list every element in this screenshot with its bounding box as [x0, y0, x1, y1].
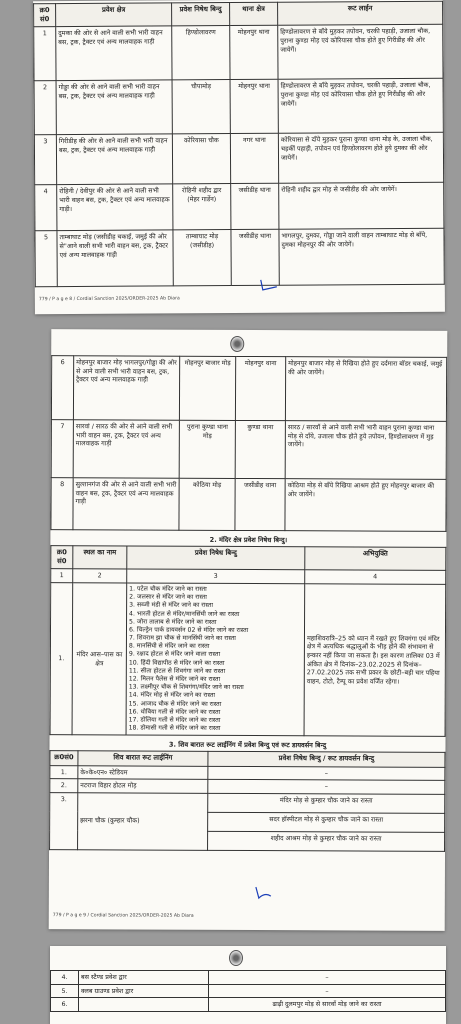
document-page-1	[33, 0, 445, 314]
cell-sn: 1.	[50, 765, 78, 779]
cell-sn: 6	[51, 356, 73, 420]
cell-route: बस स्टैण्ड प्रवेश द्वार	[79, 971, 209, 985]
cell-sn: 6.	[51, 998, 79, 1012]
cell-entry-area: गिरीडीह की ओर से आने वाली सभी भारी वाहन बस, ट्रक, ट्रैक्टर एवं अन्य मालवाहक गाड़ी	[56, 134, 172, 185]
cell-diversion-point: सदर हॉस्पीटल मोड़ से कुम्हार चौक जाने का रास्ता	[208, 812, 445, 832]
cell-route-line: भागलपुर, दुमका, गोड्डा जाने वाली वाहन ताम्बाघाट मोड़ से बाँये, दुमका मोहनपुर की ओर जायेगें।	[279, 229, 444, 286]
cell-restricted-point: हिण्डोलावरण	[172, 26, 230, 80]
table-header-row	[51, 546, 446, 571]
cell-route-line: कोरियासा से दाँये मुड़कर पुराना कुण्डा थाना मोड़ के, उजाला चौक, चड़कीं पहाड़ी, तपोवन एवं हिण्डोलावरण होते हुये दुमका की ओर जायेगें।	[278, 133, 443, 184]
cell-route: झरना चौक (कुम्हार चौक)	[78, 793, 208, 851]
cell-route-line: हिण्डोलावरण से बाँये मुड़कर तपोवन, चरकी पहाड़ी, उजाला चौक, पुराना कुण्डा मोड़ एवं कोरियासा चौक होते हुए गिरीडीह की ओर जायेगें।	[278, 25, 443, 80]
cell-diversion-point: शहीद आश्रम मोड़ से कुम्हार चौक जाने का रास्ता	[208, 831, 445, 851]
cell-route-line: हिण्डोलावरण से बाँये मुड़कर तपोवन, चरकी पहाड़ी, उजाला चौक, पुराना कुण्डा मोड़ एवं कोरियासा चौक होते हुए गिरीडीह की ओर जायेगें।	[278, 79, 443, 134]
cell-col-number: 2	[73, 569, 127, 583]
table-header-row	[34, 1, 443, 27]
cell-entry-area: सारवां / सारठ की ओर से आने वाली सभी भारी वाहन बस, ट्रक, ट्रैक्टर एवं अन्य मालवाहक गाड़ी	[73, 420, 179, 478]
section-2-title: 2. मंदिर क्षेत्र प्रवेश निषेध बिन्दु।	[209, 535, 288, 545]
col-header-sn: क्र0 सं0	[34, 4, 56, 27]
cell-col-number: 3	[127, 569, 305, 583]
cell-police-station: जसीडीह थाना	[231, 184, 279, 230]
table-row	[50, 583, 446, 737]
cell-place-name: मंदिर आस–पास का क्षेत्र	[72, 583, 127, 736]
document-page-2	[49, 329, 448, 931]
restricted-point-item: 12. मिलन पैलेस से मंदिर जाने का रास्ता	[128, 675, 221, 683]
cell-diversion-point: ढाढ़ी दुलमपुर मोड़ से सारवाँ मोड़ जाने का रास्ता	[209, 998, 446, 1012]
restricted-point-item: 7. शिवराम झा चौक से मानसिंघी जाने का रास्ता	[128, 634, 236, 643]
cell-entry-area: दुमका की ओर से आने वाली सभी भारी वाहन बस, ट्रक, ट्रैक्टर एवं अन्य मालवाहक गाड़ी	[56, 26, 172, 81]
cell-police-station: नगर थाना	[230, 134, 278, 184]
cell-police-station: कुण्डा थाना	[235, 420, 285, 478]
cell-sn: 3	[34, 135, 56, 185]
table-row	[51, 998, 446, 1012]
cell-sn: 5.	[51, 984, 79, 998]
route-diversion-table-1	[33, 1, 445, 288]
restricted-point-item: 16. धोबिया गली से मंदिर जाने का रास्ता	[128, 708, 221, 716]
cell-col-number: 4	[305, 570, 446, 584]
restricted-point-item: 17. डोलिया गली से मंदिर जाने का रास्ता	[128, 716, 221, 724]
cell-restricted-point: कोरियासा चौक	[172, 134, 230, 184]
cell-route: के०के०एन० स्टेडियम	[78, 765, 208, 779]
table-row	[34, 79, 443, 135]
table-row	[51, 478, 446, 532]
restricted-point-item: 2. जलसार से मंदिर जाने का रास्ता	[129, 593, 207, 601]
cell-entry-area: रोहिनी / देवीपुर की ओर से आने वाली सभी भारी वाहन बस, ट्रक, ट्रैक्टर एवं अन्य मालवाहक गाड़ी।	[57, 184, 173, 231]
shiv-barat-route-table	[49, 750, 445, 851]
cell-sn: 4.	[51, 971, 79, 985]
col-header-restricted-points: प्रवेश निषेध बिन्दु	[127, 546, 305, 570]
cell-restricted-point: ताम्बाघाट मोड़ (जसीडीह)	[173, 230, 231, 286]
page-footer: 779 / P a g e 9 / Cordial Sanction 2025/ORDER-2025 Ab Diara	[52, 913, 194, 919]
signature-mark	[253, 886, 273, 900]
cell-remark: महाशिवरात्रि–25 को ध्यान में रखते हुए शिवगंगा एवं मंदिर क्षेत्र में अत्यधिक श्रद्धालुओं के भीड़ होने की संभावना से इन्कार नहीं किया जा सकता है। इस कारण तालिका 03 में अंकित क्षेत्र में दिनांक–23.02.2025 से दिनांक–27.02.2025 तक सभी प्रकार के छोटी–बड़ी चार पहिया वाहन, टोटो, टैम्पू का प्रवेश वर्जित रहेगा।	[304, 584, 446, 737]
cell-sn: 4	[35, 185, 57, 231]
col-header-diversion-points: प्रवेश निषेध बिन्दु / रूट डायवर्सन बिन्दु	[208, 752, 445, 767]
cell-restricted-points	[126, 583, 305, 736]
restricted-point-item: 11. सीता होटल से शिवगंगा जाने का रास्ता	[128, 667, 226, 675]
emblem-icon	[229, 950, 243, 966]
cell-sn: 1	[34, 27, 56, 81]
cell-entry-area: ताम्बाघाट मोड़ (जसीडीह चकाई, जमुई की ओर से"आने वाली सभी भारी वाहन बस, ट्रक, ट्रैक्टर एवं अन्य मालवाहक गाड़ी	[57, 230, 173, 287]
cell-diversion-point: मंदिर मोड़ से कुम्हार चौक जाने का रास्ता	[208, 793, 445, 813]
temple-area-restriction-table	[50, 545, 447, 737]
cell-restricted-point: चौपामोड़	[172, 80, 230, 134]
restricted-point-item: 14. मंदिर मोड़ से मंदिर जाने का रास्ता	[128, 691, 216, 700]
cell-diversion-point: –	[208, 779, 445, 794]
col-header-route-lining: शिव बारात रूट लाईनिंग	[78, 751, 208, 766]
restricted-point-item: 5. जोरा तालाब से मंदिर जाने का रास्ता	[129, 618, 217, 626]
table-row	[35, 183, 444, 231]
restricted-point-item: 9. रक्षाद होटल से मंदिर जाने वाला रास्ता	[128, 650, 221, 659]
cell-restricted-point: कोठिया मोड़	[179, 478, 235, 530]
table-row	[51, 984, 446, 998]
cell-police-station: मोहनपुर थाना	[230, 80, 278, 134]
table-row	[35, 229, 444, 287]
cell-restricted-point: मोहनपुर बाजार मोड़	[179, 356, 235, 420]
cell-entry-area: मोहनपुर बाजार मोड़ भागलपुर/गोड्डा की ओर से आने वाली सभी भारी वाहन बस, ट्रक, ट्रैक्टर एवं अन्य मालवाहक गाड़ी	[73, 356, 179, 420]
cell-sn: 5	[35, 231, 57, 287]
col-header-remark: अभियुक्ति	[305, 547, 446, 571]
cell-route-line: मोहनपुर बाजार मोड़ से रिखिया होते हुए दर्दमारा बॉडर चकाई, जमुई की ओर जायेंगे।	[285, 357, 446, 422]
route-diversion-table-1-continued	[50, 355, 447, 532]
cell-police-station: जसीडीह थाना	[235, 478, 285, 530]
cell-sn: 2	[34, 81, 56, 135]
cell-route-line: कोठिया मोड़ से बाँये रिखिया आश्रम होते हुए मोहनपुर बाजार की ओर जायेंगे।	[285, 479, 446, 532]
cell-route-line: रोहिनी शहीद द्वार मोड़ से जसीडीह की ओर जायेगें।	[279, 183, 444, 230]
table-row	[34, 133, 443, 185]
restricted-point-item: 4. भारती होटल से मंदिर/मानसिंघी जाने का रास्ता	[129, 610, 240, 618]
cell-sn: 7	[51, 420, 73, 478]
table-row	[51, 356, 446, 422]
restricted-point-item: 10. हिंदी विद्यापीठ से मंदिर जाने का रास्ता	[128, 659, 225, 667]
cell-diversion-point: –	[209, 984, 446, 998]
table-row	[51, 971, 446, 985]
page-footer: 779 / P a g e 8 / Cordial Sanction 2025/ORDER-2025 Ab Diara	[38, 296, 180, 303]
restricted-point-item: 8. मानसिंघी से मंदिर जाने का रास्ता	[128, 642, 210, 651]
restricted-points-list	[129, 585, 303, 733]
cell-diversion-point: –	[209, 971, 446, 985]
col-header-sn: क्र0 सं0	[51, 546, 73, 569]
section-3-title: 3. शिव बारात रूट लाईनिंग में प्रवेश बिन्दु एवं रूट डायवर्सन बिन्दु	[168, 741, 327, 750]
cell-route: क्लब ग्राउण्ड प्रवेश द्वार	[79, 984, 209, 998]
cell-police-station: मोहनपुर थाना	[235, 356, 285, 420]
col-header-place-name: स्थल का नाम	[73, 546, 127, 570]
restricted-point-item: 6. चिल्ड्रेन पार्क डायवर्सन 02 से मंदिर जाने का रास्ता	[128, 626, 249, 634]
cell-route	[79, 998, 209, 1012]
table-row	[34, 25, 443, 81]
cell-route-line: सारठ / सारवॉ से आने वाली सभी भारी वाहन पुराना कुण्डा थाना मोड़ से दाँये, उजाला चौक होते हुये तपोवन, हिण्डोलावरण में मुड़ जायेंगे।	[285, 421, 446, 480]
cell-diversion-point: –	[208, 766, 445, 781]
cell-police-station: जसीडीह थाना	[231, 230, 279, 286]
document-page-3	[50, 946, 446, 1024]
restricted-point-item: 18. डोमासी गली से मंदिर जाने का रास्ता	[128, 724, 221, 733]
cell-sn: 2.	[50, 779, 78, 793]
cell-sn: 1.	[50, 583, 73, 735]
cell-sn: 8	[51, 478, 73, 530]
restricted-point-item: 3. सब्जी मंडी से मंदिर जाने का रास्ता	[129, 601, 213, 610]
col-header-restricted-point: प्रवेश निषेध बिन्दु	[172, 3, 230, 27]
cell-restricted-point: रोहिनी शहीद द्वार (मेहर गार्डेन)	[173, 184, 231, 230]
cell-restricted-point: पुराना कुण्डा थाना मोड़	[179, 420, 235, 478]
cell-entry-area: गोड्डा की ओर से आने वाली सभी भारी वाहन बस, ट्रक, ट्रैक्टर एवं अन्य मालवाहक गाड़ी	[56, 80, 172, 135]
cell-route: नटराज विहार होटल मोड़	[78, 779, 208, 793]
table-row	[50, 792, 445, 813]
col-header-entry-area: प्रवेश क्षेत्र	[56, 3, 172, 27]
cell-police-station: मोहनपुर थाना	[230, 26, 278, 80]
restricted-point-item: 13. लक्ष्मीपुर चौक से शिवगंगा/मंदिर जाने का रास्ता	[128, 683, 244, 692]
shiv-barat-route-table-continued	[50, 970, 446, 1012]
restricted-point-item: 15. आजाद चौक से मंदिर जाने का रास्ता	[128, 700, 222, 708]
col-header-police-station: थाना क्षेत्र	[230, 2, 278, 26]
cell-col-number: 1	[51, 569, 73, 583]
signature-mark	[259, 278, 279, 292]
col-header-sn: क्र0सं0	[50, 751, 78, 765]
emblem-icon	[230, 336, 244, 352]
table-row	[51, 420, 446, 480]
cell-sn: 3.	[50, 792, 78, 849]
col-header-route-line: रूट लाईन	[278, 1, 443, 25]
restricted-point-item: 1. पटेल चौक मंदिर जाने का रास्ता	[129, 585, 207, 593]
cell-entry-area: सुल्तानगंज की ओर से आने वाली सभी भारी वाहन बस, ट्रक, ट्रैक्टर एवं अन्य मालवाहक गाड़ी	[73, 478, 179, 530]
